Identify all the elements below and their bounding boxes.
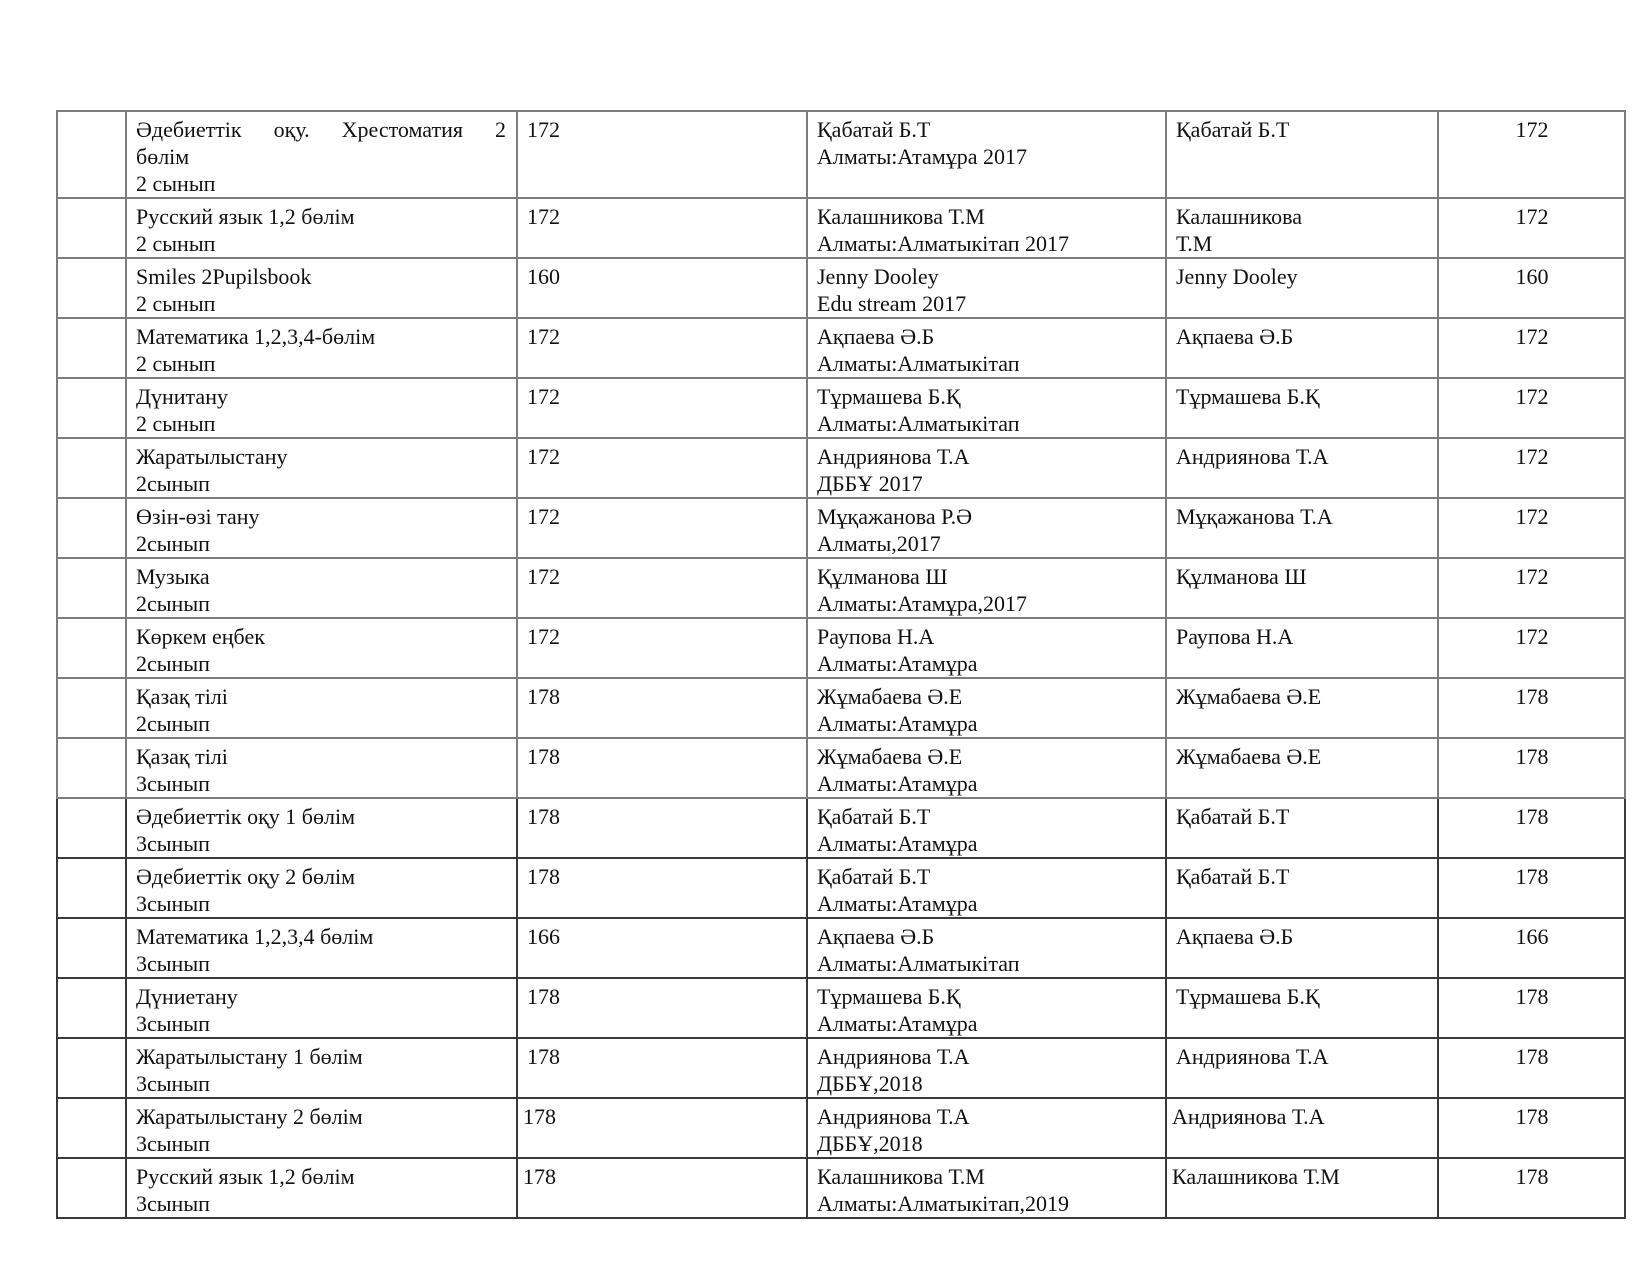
- table-row: [57, 858, 1625, 918]
- publisher: Алматы:Алматыкітап: [817, 411, 1020, 436]
- author-cell: [1166, 1038, 1438, 1098]
- author-name-2: Жұмабаева Ә.Е: [1176, 744, 1322, 769]
- book-title: Дүниетану: [136, 984, 238, 1009]
- table-row: [57, 978, 1625, 1038]
- table-row: [57, 438, 1625, 498]
- total-count: 172: [1515, 117, 1549, 142]
- publisher: Алматы,2017: [817, 531, 941, 556]
- title-cell: [126, 258, 517, 318]
- author-cell: [1166, 438, 1438, 498]
- total-count: 172: [1515, 324, 1549, 349]
- author-publisher-cell: [807, 618, 1166, 678]
- author-cell: [1166, 858, 1438, 918]
- author-name-2: Қабатай Б.Т: [1176, 804, 1290, 829]
- row-number-cell: [57, 978, 126, 1038]
- count-cell: [517, 1038, 807, 1098]
- table-row: [57, 558, 1625, 618]
- author-cell: [1166, 798, 1438, 858]
- title-cell: [126, 798, 517, 858]
- table-row: [57, 918, 1625, 978]
- author-name: Қабатай Б.Т: [817, 117, 931, 142]
- table-row: [57, 1038, 1625, 1098]
- total-count: 178: [1515, 684, 1549, 709]
- copy-count: 178: [523, 1104, 556, 1129]
- total-count: 160: [1515, 264, 1549, 289]
- table-row: [57, 198, 1625, 258]
- title-cell: [126, 438, 517, 498]
- publisher: Алматы:Алматыкітап: [817, 951, 1020, 976]
- author-name: Жұмабаева Ә.Е: [817, 684, 963, 709]
- total-count: 172: [1515, 564, 1549, 589]
- title-cell: [126, 618, 517, 678]
- author-publisher-cell: [807, 111, 1166, 198]
- copy-count: 166: [527, 924, 560, 949]
- book-title-line1: Әдебиеттік оқу. Хрестоматия 2: [136, 117, 506, 142]
- author-name-2: Андриянова Т.А: [1176, 1044, 1329, 1069]
- total-count: 178: [1515, 804, 1549, 829]
- author-cell: [1166, 258, 1438, 318]
- total-cell: [1438, 498, 1625, 558]
- total-cell: [1438, 558, 1625, 618]
- book-title: Smiles 2Pupilsbook: [136, 264, 312, 289]
- table-row: [57, 1098, 1625, 1158]
- book-title: Математика 1,2,3,4 бөлім: [136, 924, 374, 949]
- book-title: Жаратылыстану: [136, 444, 288, 469]
- book-title: Музыка: [136, 564, 210, 589]
- title-cell: [126, 738, 517, 798]
- row-number-cell: [57, 258, 126, 318]
- count-cell: [517, 858, 807, 918]
- author-name: Құлманова Ш: [817, 564, 948, 589]
- total-cell: [1438, 858, 1625, 918]
- count-cell: [517, 558, 807, 618]
- copy-count: 178: [527, 1044, 560, 1069]
- total-count: 178: [1515, 864, 1549, 889]
- book-title: Көркем еңбек: [136, 624, 265, 649]
- author-name: Тұрмашева Б.Қ: [817, 384, 961, 409]
- title-cell: [126, 111, 517, 198]
- count-cell: [517, 678, 807, 738]
- row-number-cell: [57, 858, 126, 918]
- author-cell: [1166, 111, 1438, 198]
- publisher: Алматы:Атамұра: [817, 1011, 978, 1036]
- author-name-2: Калашникова: [1176, 204, 1303, 229]
- row-number-cell: [57, 198, 126, 258]
- count-cell: [517, 918, 807, 978]
- book-grade: 3сынып: [136, 1131, 210, 1156]
- title-cell: [126, 198, 517, 258]
- total-cell: [1438, 918, 1625, 978]
- author-name-2: Қабатай Б.Т: [1176, 117, 1290, 142]
- table-row: [57, 111, 1625, 198]
- publisher: ДББҰ,2018: [817, 1131, 923, 1156]
- total-cell: [1438, 438, 1625, 498]
- author-name-2: Құлманова Ш: [1176, 564, 1307, 589]
- author-name: Андриянова Т.А: [817, 1044, 970, 1069]
- book-grade: 3сынып: [136, 891, 210, 916]
- count-cell: [517, 498, 807, 558]
- total-cell: [1438, 1098, 1625, 1158]
- book-grade: 3сынып: [136, 831, 210, 856]
- author-name: Қабатай Б.Т: [817, 864, 931, 889]
- total-cell: [1438, 678, 1625, 738]
- total-cell: [1438, 198, 1625, 258]
- total-cell: [1438, 798, 1625, 858]
- total-count: 172: [1515, 204, 1549, 229]
- copy-count: 160: [527, 264, 560, 289]
- author-publisher-cell: [807, 1098, 1166, 1158]
- copy-count: 172: [527, 384, 560, 409]
- author-cell: [1166, 978, 1438, 1038]
- row-number-cell: [57, 738, 126, 798]
- textbook-table: [56, 110, 1626, 1219]
- book-grade: 2сынып: [136, 651, 210, 676]
- title-cell: [126, 1158, 517, 1218]
- book-title: Русский язык 1,2 бөлім: [136, 1164, 355, 1189]
- author-name: Калашникова Т.М: [817, 1164, 985, 1189]
- count-cell: [517, 378, 807, 438]
- author-name-2: Jenny Dooley: [1176, 264, 1298, 289]
- author-cell: [1166, 678, 1438, 738]
- total-cell: [1438, 1158, 1625, 1218]
- copy-count: 178: [527, 744, 560, 769]
- author-name: Jenny Dooley: [817, 264, 939, 289]
- row-number-cell: [57, 1158, 126, 1218]
- row-number-cell: [57, 678, 126, 738]
- author-name: Қабатай Б.Т: [817, 804, 931, 829]
- author-name: Мұқажанова Р.Ә: [817, 504, 972, 529]
- copy-count: 172: [527, 204, 560, 229]
- book-grade: 2 сынып: [136, 351, 216, 376]
- book-grade: 2сынып: [136, 711, 210, 736]
- total-cell: [1438, 378, 1625, 438]
- author-name-2: Тұрмашева Б.Қ: [1176, 384, 1320, 409]
- book-title: Әдебиеттік оқу 1 бөлім: [136, 804, 356, 829]
- total-count: 172: [1515, 504, 1549, 529]
- book-title: Русский язык 1,2 бөлім: [136, 204, 355, 229]
- title-cell: [126, 978, 517, 1038]
- row-number-cell: [57, 378, 126, 438]
- book-grade: 2 сынып: [136, 411, 216, 436]
- title-cell: [126, 858, 517, 918]
- author-name: Андриянова Т.А: [817, 1104, 970, 1129]
- author-name: Калашникова Т.М: [817, 204, 985, 229]
- table-row: [57, 798, 1625, 858]
- count-cell: [517, 1158, 807, 1218]
- table-row: [57, 318, 1625, 378]
- author-name-2: Ақпаева Ә.Б: [1176, 924, 1294, 949]
- row-number-cell: [57, 618, 126, 678]
- author-publisher-cell: [807, 858, 1166, 918]
- book-grade: 3сынып: [136, 1191, 210, 1216]
- author-name: Жұмабаева Ә.Е: [817, 744, 963, 769]
- row-number-cell: [57, 438, 126, 498]
- title-cell: [126, 378, 517, 438]
- book-title: Қазақ тілі: [136, 744, 228, 769]
- row-number-cell: [57, 111, 126, 198]
- row-number-cell: [57, 1098, 126, 1158]
- author-cell: [1166, 1098, 1438, 1158]
- copy-count: 172: [527, 504, 560, 529]
- total-count: 178: [1515, 744, 1549, 769]
- book-title: Жаратылыстану 1 бөлім: [136, 1044, 363, 1069]
- publisher: Алматы:Атамұра: [817, 711, 978, 736]
- table-row: [57, 258, 1625, 318]
- author-cell: [1166, 618, 1438, 678]
- author-name: Ақпаева Ә.Б: [817, 324, 935, 349]
- total-cell: [1438, 258, 1625, 318]
- total-cell: [1438, 978, 1625, 1038]
- author-cell: [1166, 918, 1438, 978]
- book-grade: 2сынып: [136, 531, 210, 556]
- count-cell: [517, 798, 807, 858]
- title-cell: [126, 318, 517, 378]
- book-grade: 3сынып: [136, 951, 210, 976]
- table-row: [57, 1158, 1625, 1218]
- book-title-line2: бөлім: [136, 144, 190, 169]
- book-grade: 2сынып: [136, 471, 210, 496]
- copy-count: 178: [527, 864, 560, 889]
- row-number-cell: [57, 558, 126, 618]
- author-name-2: Жұмабаева Ә.Е: [1176, 684, 1322, 709]
- author-name-2: Раупова Н.А: [1176, 624, 1294, 649]
- total-cell: [1438, 618, 1625, 678]
- book-title: Дүнитану: [136, 384, 228, 409]
- publisher: ДББҰ 2017: [817, 471, 923, 496]
- title-cell: [126, 558, 517, 618]
- book-grade: 2 сынып: [136, 231, 216, 256]
- author-cell: [1166, 318, 1438, 378]
- total-count: 172: [1515, 624, 1549, 649]
- book-title: Математика 1,2,3,4-бөлім: [136, 324, 376, 349]
- count-cell: [517, 738, 807, 798]
- count-cell: [517, 618, 807, 678]
- total-count: 178: [1515, 1044, 1549, 1069]
- table-row: [57, 618, 1625, 678]
- publisher: Алматы:Алматыкітап,2019: [817, 1191, 1070, 1216]
- total-count: 172: [1515, 444, 1549, 469]
- author-name: Андриянова Т.А: [817, 444, 970, 469]
- copy-count: 172: [527, 324, 560, 349]
- author-name-2: Мұқажанова Т.А: [1176, 504, 1333, 529]
- title-cell: [126, 678, 517, 738]
- author-name-2: Андриянова Т.А: [1176, 444, 1329, 469]
- author-publisher-cell: [807, 198, 1166, 258]
- author-name-2: Андриянова Т.А: [1172, 1104, 1325, 1129]
- publisher: ДББҰ,2018: [817, 1071, 923, 1096]
- total-count: 178: [1515, 1164, 1549, 1189]
- author-cell: [1166, 558, 1438, 618]
- publisher: Алматы:Алматыкітап: [817, 351, 1020, 376]
- author-cell: [1166, 198, 1438, 258]
- author-publisher-cell: [807, 378, 1166, 438]
- table-row: [57, 738, 1625, 798]
- title-cell: [126, 1038, 517, 1098]
- author-publisher-cell: [807, 438, 1166, 498]
- author-publisher-cell: [807, 678, 1166, 738]
- count-cell: [517, 258, 807, 318]
- book-grade: 3сынып: [136, 1071, 210, 1096]
- publisher: Алматы:Атамұра: [817, 831, 978, 856]
- book-title: Қазақ тілі: [136, 684, 228, 709]
- publisher: Алматы:Атамұра: [817, 771, 978, 796]
- total-count: 172: [1515, 384, 1549, 409]
- title-cell: [126, 918, 517, 978]
- author-name-2: Қабатай Б.Т: [1176, 864, 1290, 889]
- copy-count: 172: [527, 444, 560, 469]
- copy-count: 178: [523, 1164, 556, 1189]
- author-publisher-cell: [807, 918, 1166, 978]
- book-title: Жаратылыстану 2 бөлім: [136, 1104, 363, 1129]
- publisher: Алматы:Атамұра: [817, 891, 978, 916]
- copy-count: 172: [527, 564, 560, 589]
- publisher: Алматы:Атамұра,2017: [817, 591, 1027, 616]
- author-publisher-cell: [807, 1038, 1166, 1098]
- author-publisher-cell: [807, 738, 1166, 798]
- total-cell: [1438, 318, 1625, 378]
- total-cell: [1438, 111, 1625, 198]
- author-publisher-cell: [807, 318, 1166, 378]
- book-grade: 2 сынып: [136, 171, 216, 196]
- table-row: [57, 498, 1625, 558]
- book-grade: 3сынып: [136, 1011, 210, 1036]
- total-count: 178: [1515, 984, 1549, 1009]
- publisher: Edu stream 2017: [817, 291, 967, 316]
- row-number-cell: [57, 498, 126, 558]
- author-name: Ақпаева Ә.Б: [817, 924, 935, 949]
- author-publisher-cell: [807, 978, 1166, 1038]
- count-cell: [517, 1098, 807, 1158]
- table-row: [57, 678, 1625, 738]
- total-cell: [1438, 738, 1625, 798]
- count-cell: [517, 978, 807, 1038]
- count-cell: [517, 198, 807, 258]
- author-name-2: Калашникова Т.М: [1172, 1164, 1340, 1189]
- copy-count: 172: [527, 117, 560, 142]
- total-cell: [1438, 1038, 1625, 1098]
- publisher: Алматы:Атамұра: [817, 651, 978, 676]
- row-number-cell: [57, 918, 126, 978]
- title-cell: [126, 1098, 517, 1158]
- author-cell: [1166, 738, 1438, 798]
- publisher: Алматы:Атамұра 2017: [817, 144, 1027, 169]
- table-row: [57, 378, 1625, 438]
- title-cell: [126, 498, 517, 558]
- author-name: Раупова Н.А: [817, 624, 935, 649]
- book-grade: 2 сынып: [136, 291, 216, 316]
- count-cell: [517, 318, 807, 378]
- copy-count: 178: [527, 684, 560, 709]
- book-title: Әдебиеттік оқу 2 бөлім: [136, 864, 356, 889]
- copy-count: 178: [527, 804, 560, 829]
- row-number-cell: [57, 1038, 126, 1098]
- author-name: Тұрмашева Б.Қ: [817, 984, 961, 1009]
- book-title: Өзін-өзі тану: [136, 504, 260, 529]
- total-count: 166: [1515, 924, 1549, 949]
- author-publisher-cell: [807, 798, 1166, 858]
- author-cell: [1166, 498, 1438, 558]
- author-publisher-cell: [807, 258, 1166, 318]
- count-cell: [517, 438, 807, 498]
- count-cell: [517, 111, 807, 198]
- author-name-2: Ақпаева Ә.Б: [1176, 324, 1294, 349]
- table-body: [57, 111, 1625, 1218]
- book-grade: 3сынып: [136, 771, 210, 796]
- author-publisher-cell: [807, 1158, 1166, 1218]
- author-publisher-cell: [807, 558, 1166, 618]
- copy-count: 178: [527, 984, 560, 1009]
- total-count: 178: [1515, 1104, 1549, 1129]
- row-number-cell: [57, 798, 126, 858]
- author-name-2: Тұрмашева Б.Қ: [1176, 984, 1320, 1009]
- row-number-cell: [57, 318, 126, 378]
- book-grade: 2сынып: [136, 591, 210, 616]
- author-cell: [1166, 378, 1438, 438]
- author-cell: [1166, 1158, 1438, 1218]
- author-name-2-cont: Т.М: [1176, 231, 1213, 256]
- author-publisher-cell: [807, 498, 1166, 558]
- publisher: Алматы:Алматыкітап 2017: [817, 231, 1070, 256]
- copy-count: 172: [527, 624, 560, 649]
